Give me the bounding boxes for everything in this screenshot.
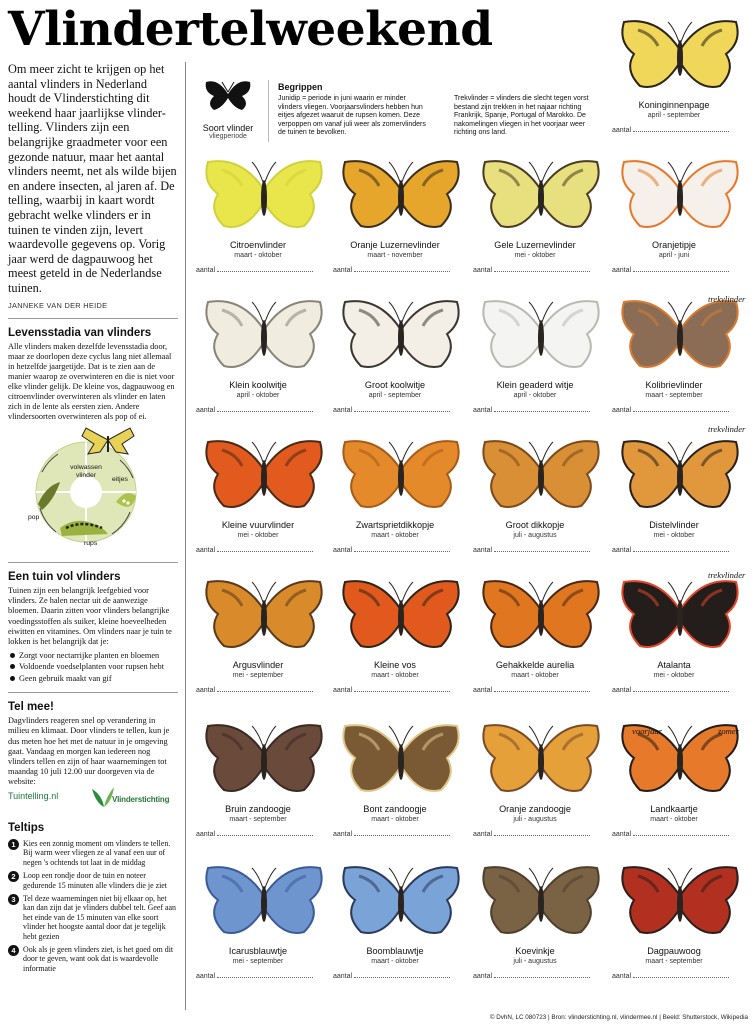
count-label: aantal [473,687,493,694]
butterfly-icon [479,572,603,658]
count-line [494,406,590,412]
species-period: mei - oktober [514,252,556,259]
count-line [354,266,450,272]
butterfly-icon [618,152,742,238]
species-card [473,430,609,566]
legend-divider [268,80,269,142]
author: JANNEKE VAN DER HEIDE [8,300,108,310]
species-period: maart - oktober [511,672,559,679]
species-card [612,856,748,992]
species-name: Oranje zandoogje [499,804,571,814]
species-card [473,150,609,286]
count-line [633,686,729,692]
tuin-bullet-list [8,650,178,685]
count-field[interactable] [612,126,748,134]
species-period: maart - oktober [650,816,698,823]
species-name: Kleine vos [374,660,416,670]
count-field[interactable] [196,830,332,838]
species-card [473,570,609,706]
count-field[interactable] [612,830,748,838]
count-line [217,972,313,978]
butterfly-icon [202,152,326,238]
species-period: maart - september [645,392,703,399]
species-period: april - juni [658,252,690,259]
begrippen-box [278,82,608,138]
species-card [612,150,748,286]
list-item: Zorgt voor nectarrijke planten en bloemen [8,650,178,662]
telmee-title: Tel mee! [8,701,54,714]
count-line [633,266,729,272]
species-name: Gele Luzernevlinder [494,240,576,250]
butterfly-icon [202,432,326,518]
species-period: maart - november [367,252,423,259]
species-name: Klein koolwitje [229,380,287,390]
butterfly-icon [339,292,463,378]
count-line [354,830,450,836]
tip-number: 1 [8,839,19,850]
levensstadia-text: Alle vlinders maken dezelfde levensstadia door, maar ze doorlopen deze cyclus lang niet allemaal in hetzelfde jaargetijde. Dat is te zien aan de manier waarop ze overwinteren en die is niet voor elke vlinder gelijk. De kleine vos, dagpauwoog en citroenvlinder overwinteren als vlinder en laten zich in de lente als eersten zien. Andere vlindersoorten overwinteren als pop of ei. [8,341,175,422]
species-period: maart - oktober [234,252,282,259]
count-label: aantal [196,687,216,694]
list-item: Voldoende voedselplanten voor rupsen hebt [8,661,178,673]
butterfly-icon [339,858,463,944]
species-period: maart - september [229,816,287,823]
teltips-list [8,839,178,973]
butterfly-icon [479,152,603,238]
count-line [354,406,450,412]
species-period: mei - september [232,958,284,965]
count-label: aantal [612,547,632,554]
count-label: aantal [333,267,353,274]
count-field[interactable] [473,406,609,414]
count-field[interactable] [333,972,469,980]
footer-credits: © DvhN, LC 080723 | Bron: vlinderstichting.nl, vlindermee.nl | Beeld: Shutterstock, Wikipedia [489,1014,748,1021]
sidebar [8,62,178,977]
stage-pupa-label: pop [28,514,40,522]
species-period: april - september [647,112,701,119]
stage-adult-label: volwassen vlinder [70,464,102,479]
species-card [612,570,748,706]
species-period: juli - augustus [513,532,557,539]
species-period: april - oktober [513,392,557,399]
tuin-title: Een tuin vol vlinders [8,571,121,584]
butterfly-icon [479,716,603,802]
count-label: aantal [612,127,632,134]
count-line [217,546,313,552]
species-period: juli - augustus [513,958,557,965]
species-period: mei - oktober [653,532,695,539]
intro-text: Om meer zicht te krijgen op het aantal vlinders in Nederland houdt de Vlinderstichting dit weekend haar jaarlijkse vlinder-telling. Vlinders zijn een belangrijke graadmeter voor een gezonde natuur, maar het aantal vlinders neemt, net als wilde bijen en andere insecten, al jaren af. De telling, waarbij in kaart wordt gebracht welke vlinders er in tuinen te vinden zijn, levert waardevolle gegevens op. Vorig jaar werd de dagpauwoog het meest geteld in de Nederlandse tuinen. [8,62,177,295]
tip-number: 3 [8,894,19,905]
trekvlinder-definition: Trekvlinder = vlinders die slecht tegen vorst bestand zijn trekken in het najaar richting Frankrijk, Spanje, Portugal of Marokko. De nakomelingen vliegen in het voorjaar weer richting ons land. [454,95,589,137]
count-field[interactable] [612,546,748,554]
count-field[interactable] [196,972,332,980]
species-card [612,10,748,146]
tuintelling-link[interactable]: Tuintelling.nl [8,790,59,801]
count-field[interactable] [196,686,332,694]
count-field[interactable] [196,266,332,274]
lifecycle-diagram [8,422,178,554]
species-period: april - oktober [236,392,280,399]
count-label: aantal [333,407,353,414]
species-name: Groot dikkopje [505,520,565,530]
count-field[interactable] [473,972,609,980]
species-card [196,570,332,706]
tip-number: 2 [8,871,19,882]
list-item: Geen gebruik maakt van gif [8,673,178,685]
butterfly-icon [339,572,463,658]
count-line [217,686,313,692]
count-line [633,972,729,978]
count-label: aantal [333,973,353,980]
column-divider [185,62,186,1010]
species-card [333,856,469,992]
species-name: Bruin zandoogje [225,804,291,814]
count-label: aantal [333,687,353,694]
note-trekvlinder: trekvlinder [708,424,746,434]
count-label: aantal [473,547,493,554]
species-name: Citroenvlinder [229,240,287,250]
species-card [196,714,332,850]
legend [192,78,264,140]
species-name: Oranjetipje [652,240,696,250]
species-name: Klein geaderd witje [496,380,574,390]
species-card [333,430,469,566]
note-trekvlinder: trekvlinder [708,570,746,580]
species-name: Landkaartje [650,804,698,814]
count-label: aantal [612,973,632,980]
note-zomer: zomer [718,726,740,736]
tip-item: 2 Loop een rondje door de tuin en noteer gedurende 15 minuten alle vlinders die je ziet [8,871,178,890]
butterfly-icon [202,716,326,802]
count-line [494,266,590,272]
count-label: aantal [473,831,493,838]
count-line [217,406,313,412]
telmee-text: Dagvlinders reageren snel op verandering in milieu en klimaat. Door vlinders te tellen, kun je dus meten hoe het met de natuur in je omgeving gaat. Vandaag en morgen kan iedereen nog vlinders tellen en zijn of haar waarnemingen tot maandag 10 juli 12.00 uur doorgeven via de website: [8,716,170,786]
species-name: Kleine vuurvlinder [221,520,295,530]
tip-item: 3 Tel deze waarnemingen niet bij elkaar op, het kan dan zijn dat je vlinders dubbel telt. Geef aan het einde van de 15 minuten van elke soort vlinder het hoogste aantal door dat je tegelijk hebt gezien [8,894,178,941]
count-label: aantal [196,547,216,554]
species-name: Kolibrievlinder [645,380,703,390]
count-label: aantal [612,267,632,274]
species-card [473,290,609,426]
butterfly-icon [339,152,463,238]
species-name: Argusvlinder [232,660,284,670]
butterfly-icon [339,716,463,802]
butterfly-icon [202,858,326,944]
count-field[interactable] [196,546,332,554]
count-label: aantal [333,547,353,554]
species-name: Gehakkelde aurelia [495,660,575,670]
note-voorjaar: voorjaar [632,726,663,736]
species-period: april - september [368,392,422,399]
count-label: aantal [473,407,493,414]
divider [8,562,178,563]
butterfly-icon [618,572,742,658]
butterfly-silhouette-icon [202,78,254,114]
count-line [633,406,729,412]
divider [8,318,178,319]
count-label: aantal [612,687,632,694]
species-period: maart - oktober [371,958,419,965]
page-title: Vlindertelweekend [8,2,493,57]
vlinderstichting-logo: Vlinderstichting [88,785,178,817]
species-name: Bont zandoogje [363,804,427,814]
species-name: Zwartsprietdikkopje [355,520,435,530]
count-line [633,546,729,552]
count-label: aantal [473,267,493,274]
species-name: Koninginnenpage [638,100,710,110]
count-label: aantal [473,973,493,980]
species-card [473,714,609,850]
species-card [196,856,332,992]
count-line [354,686,450,692]
count-label: aantal [333,831,353,838]
species-period: maart - oktober [371,672,419,679]
adult-butterfly-icon [82,428,134,454]
species-period: mei - september [232,672,284,679]
count-label: aantal [196,973,216,980]
butterfly-icon [618,292,742,378]
count-field[interactable] [333,830,469,838]
species-card [196,150,332,286]
note-trekvlinder: trekvlinder [708,294,746,304]
butterfly-icon [618,858,742,944]
stage-egg-label: eitjes [112,476,128,484]
begrippen-title: Begrippen [278,82,323,92]
count-line [217,266,313,272]
species-card [612,290,748,426]
species-period: maart - oktober [371,532,419,539]
count-field[interactable] [333,266,469,274]
count-field[interactable] [612,406,748,414]
count-field[interactable] [333,686,469,694]
tip-item: 4 Ook als je geen vlinders ziet, is het goed om dit door te geven, want ook dat is waardevolle informatie [8,945,178,973]
stage-caterpillar-label: rups [84,540,98,548]
species-period: mei - oktober [653,672,695,679]
butterfly-icon [202,572,326,658]
count-line [633,126,729,132]
species-name: Groot koolwitje [364,380,426,390]
species-name: Oranje Luzernevlinder [350,240,440,250]
count-line [354,972,450,978]
count-line [354,546,450,552]
count-line [494,546,590,552]
count-field[interactable] [612,686,748,694]
species-period: maart - september [645,958,703,965]
count-field[interactable] [473,266,609,274]
count-field[interactable] [196,406,332,414]
species-name: Boomblauwtje [366,946,424,956]
legend-sub: vliegperiode [209,133,247,140]
butterfly-icon [618,432,742,518]
species-period: maart - oktober [371,816,419,823]
butterfly-icon [479,432,603,518]
species-card [612,430,748,566]
species-card [196,290,332,426]
count-label: aantal [196,267,216,274]
species-card [333,714,469,850]
count-field[interactable] [333,546,469,554]
tuin-text: Tuinen zijn een belangrijk leefgebied voor vlinders. Ze halen nectar uit de aanwezige bloemen. Daarin zitten voor vlinders belangrijke voedingsstoffen als suiker, kleine hoeveelheden eiwitten en vitamines. Om vlinders naar je tuin te lokken is het belangrijk dat je: [8,586,172,646]
butterfly-icon [479,858,603,944]
junidip-definition: Junidip = periode in juni waarin er minder vlinders vliegen. Voorjaarsvlinders hebben hun eitjes afgezet waaruit de rupsen komen. Deze verpoppen om vanaf juli weer als zomervlinders de tuinen te bevolken. [278,95,426,137]
butterfly-icon [618,12,742,98]
count-label: aantal [196,831,216,838]
count-line [494,686,590,692]
butterfly-icon [479,292,603,378]
teltips-title: Teltips [8,821,45,834]
butterfly-icon [339,432,463,518]
levensstadia-title: Levensstadia van vlinders [8,326,152,339]
butterfly-icon [202,292,326,378]
species-card [333,150,469,286]
species-name: Koevinkje [515,946,555,956]
species-card [473,856,609,992]
count-line [217,830,313,836]
count-line [494,830,590,836]
count-field[interactable] [473,830,609,838]
count-field[interactable] [473,686,609,694]
divider [8,692,178,693]
count-line [633,830,729,836]
species-card [333,570,469,706]
species-name: Dagpauwoog [647,946,701,956]
count-field[interactable] [612,972,748,980]
count-line [494,972,590,978]
species-name: Distelvlinder [649,520,699,530]
legend-label: Soort vlinder [202,123,254,133]
count-field[interactable] [612,266,748,274]
species-name: Atalanta [657,660,691,670]
tip-item: 1 Kies een zonnig moment om vlinders te tellen. Bij warm weer vliegen ze al vanaf een uur of negen 's ochtends tot laat in de middag [8,839,178,867]
species-card [333,290,469,426]
count-field[interactable] [473,546,609,554]
species-card [196,430,332,566]
species-period: mei - oktober [237,532,279,539]
count-label: aantal [612,831,632,838]
species-period: juli - augustus [513,816,557,823]
count-field[interactable] [333,406,469,414]
species-name: Icarusblauwtje [228,946,288,956]
count-label: aantal [196,407,216,414]
tip-number: 4 [8,945,19,956]
count-label: aantal [612,407,632,414]
